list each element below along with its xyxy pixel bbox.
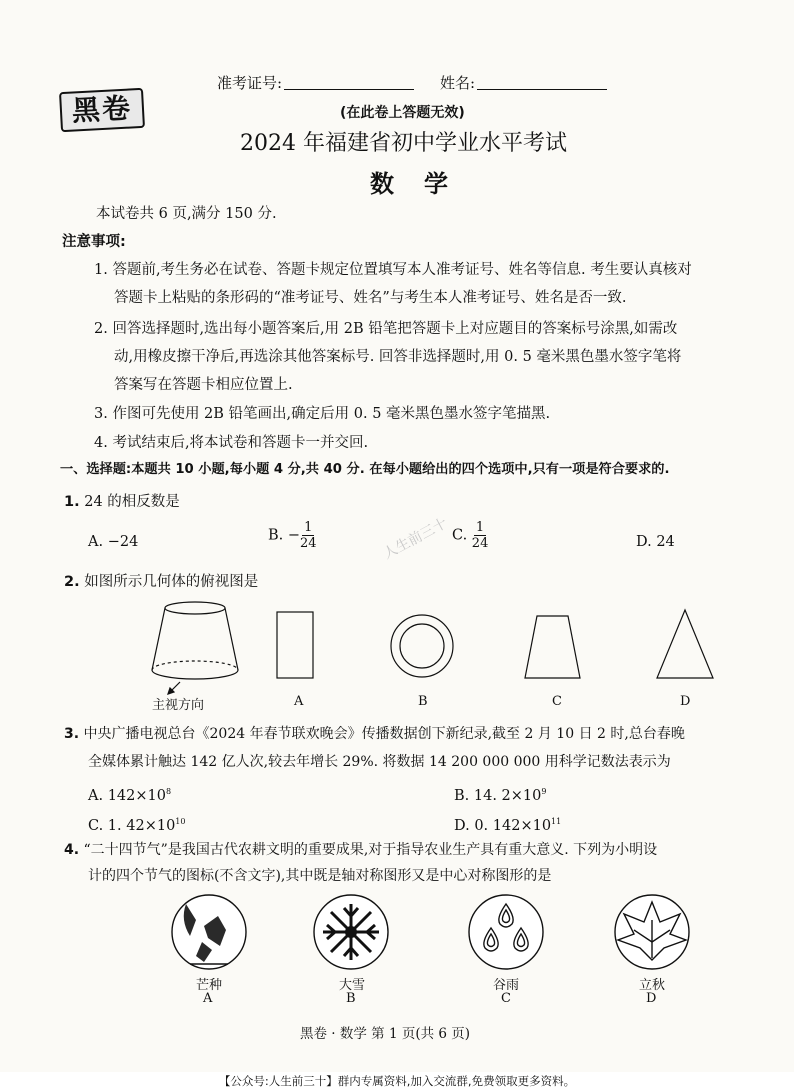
option-text: C. 1. 42×10 <box>88 817 176 834</box>
option-a: A. −24 <box>88 534 139 550</box>
option-text: B. 14. 2×10 <box>454 787 542 804</box>
icon-name: 谷雨 <box>493 978 520 993</box>
question-text: 中央广播电视总台《2024 年春节联欢晚会》传播数据创下新纪录,截至 2 月 10 日 2 时,总台春晚 <box>83 726 685 742</box>
note-line: 3. 作图可先使用 2B 铅笔画出,确定后用 0. 5 毫米黑色墨水签字笔描黑. <box>94 406 551 422</box>
option-d-triangle <box>657 610 713 678</box>
notes-heading: 注意事项: <box>62 234 126 250</box>
numerator: 1 <box>475 520 485 535</box>
option-text: D. 0. 142×10 <box>454 817 552 834</box>
question-number: 1. <box>64 494 80 510</box>
icon-letter: C <box>501 991 511 1006</box>
icon-letter: A <box>203 991 213 1006</box>
exponent: 11 <box>551 817 562 826</box>
daxue-snowflake-icon <box>314 895 388 969</box>
option-d: D. 24 <box>636 534 675 550</box>
denominator: 24 <box>471 536 489 551</box>
numerator: 1 <box>304 520 313 535</box>
question-4-line: 计的四个节气的图标(不含文字),其中既是轴对称图形又是中心对称图形的是 <box>88 868 552 884</box>
exponent: 9 <box>541 787 547 796</box>
option-a-rectangle <box>277 612 313 678</box>
exam-title: 2024 年福建省初中学业水平考试 <box>240 131 567 156</box>
option-c <box>452 520 488 551</box>
admission-blank <box>284 75 414 90</box>
question-4-line <box>64 836 657 864</box>
name-field <box>440 72 607 93</box>
question-number: 3. <box>64 726 80 742</box>
note-line: 1. 答题前,考生务必在试卷、答题卡规定位置填写本人准考证号、姓名等信息. 考生要认真核对 <box>94 262 692 278</box>
invalid-notice: (在此卷上答题无效) <box>340 105 465 121</box>
question-3-line <box>64 720 685 748</box>
question-text: 24 的相反数是 <box>84 494 180 510</box>
q4-icons <box>160 890 700 976</box>
name-blank <box>477 75 607 90</box>
question-text: 如图所示几何体的俯视图是 <box>84 574 259 590</box>
black-paper-stamp: 黑卷 <box>59 88 145 132</box>
promo-footer-bar: 【公众号:人生前三十】群内专属资料,加入交流群,免费领取更多资料。 <box>0 1072 794 1090</box>
option-label: B. − <box>268 527 301 544</box>
note-line: 2. 回答选择题时,选出每小题答案后,用 2B 铅笔把答题卡上对应题目的答案标号涂黑,如需改 <box>94 321 678 337</box>
question-text: “二十四节气”是我国古代农耕文明的重要成果,对于指导农业生产具有重大意义. 下列为小明设 <box>83 842 658 858</box>
paper-intro: 本试卷共 6 页,满分 150 分. <box>96 206 277 222</box>
frustum-solid <box>152 602 238 694</box>
note-line: 答案写在答题卡相应位置上. <box>114 377 293 393</box>
subject-title: 数学 <box>370 170 478 198</box>
name-label: 姓名: <box>440 74 476 92</box>
figure-label: C <box>552 694 562 709</box>
note-line: 动,用橡皮擦干净后,再选涂其他答案标号. 回答非选择题时,用 0. 5 毫米黑色墨水签字笔将 <box>114 349 682 365</box>
watermark-text: 人生前三十 <box>380 515 451 563</box>
fraction <box>472 520 489 551</box>
admission-number-field <box>217 72 414 93</box>
option-b <box>268 520 317 551</box>
exponent: 10 <box>175 817 186 826</box>
fraction <box>300 520 317 551</box>
page-footer: 黑卷 · 数学 第 1 页(共 6 页) <box>300 1026 471 1042</box>
exponent: 8 <box>165 787 172 796</box>
admission-label: 准考证号: <box>217 74 283 92</box>
figure-label: B <box>418 694 428 709</box>
option-b-ring <box>391 615 453 677</box>
q2-figures <box>140 596 740 714</box>
option-b <box>454 778 546 810</box>
icon-letter: B <box>346 991 356 1006</box>
note-line: 4. 考试结束后,将本试卷和答题卡一并交回. <box>94 435 369 451</box>
option-c-trapezoid <box>525 616 580 678</box>
icon-name: 大雪 <box>339 978 366 993</box>
guyu-raindrops-icon <box>469 895 543 969</box>
figure-label: A <box>294 694 304 709</box>
icon-name: 芒种 <box>196 978 223 993</box>
figure-label: D <box>680 694 691 709</box>
mangzhong-icon <box>172 895 246 969</box>
section-one-heading: 一、选择题:本题共 10 小题,每小题 4 分,共 40 分. 在每小题给出的四个选项中,只有一项是符合要求的. <box>60 462 670 477</box>
main-view-caption: 主视方向 <box>152 698 205 713</box>
icon-letter: D <box>646 991 657 1006</box>
question-2-stem <box>64 568 258 596</box>
option-text: A. 142×10 <box>88 787 166 804</box>
denominator: 24 <box>300 536 317 551</box>
option-a <box>88 778 171 810</box>
icon-name: 立秋 <box>639 978 666 993</box>
question-1-stem <box>64 488 180 516</box>
note-line: 答题卡上粘贴的条形码的“准考证号、姓名”与考生本人准考证号、姓名是否一致. <box>114 290 627 306</box>
option-label: C. <box>452 527 468 544</box>
question-3-line: 全媒体累计触达 142 亿人次,较去年增长 29%. 将数据 14 200 000 000 用科学记数法表示为 <box>88 754 671 770</box>
liqiu-leaf-icon <box>615 895 689 969</box>
question-number: 4. <box>64 842 80 858</box>
question-number: 2. <box>64 574 80 590</box>
